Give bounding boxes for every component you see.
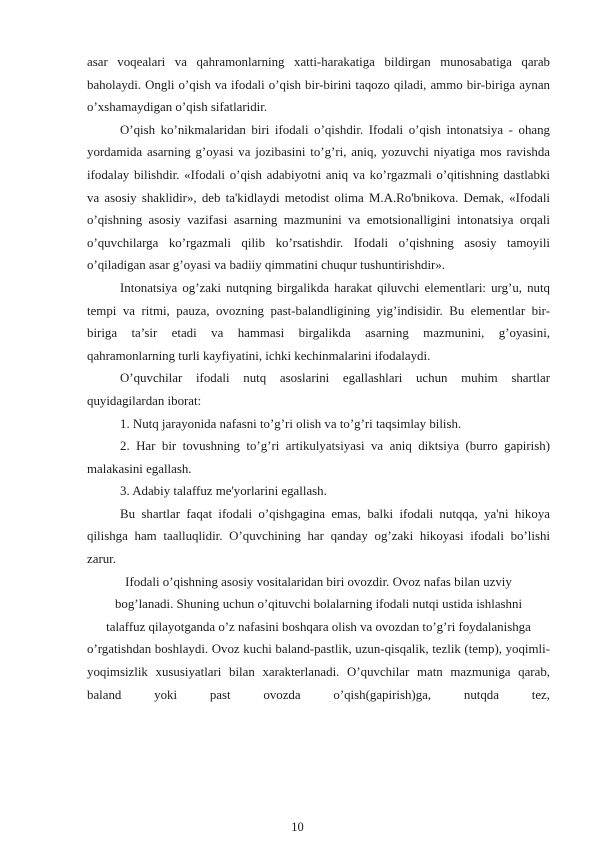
paragraph-voice: o’rgatishdan boshlaydi. Ovoz kuchi baland-pastlik, uzun-qisqalik, tezlik (temp), yoqimli-yoqimsizlik xususiyatlari bilan xarakterlanadi. O’quvchilar matn mazmuniga qarab, baland yoki past ovozda o’qish(gapirish)ga, nutqda tez, [87, 642, 550, 702]
list-item-text: Nutq jarayonida nafasni to’g’ri olish va to’g’ri taqsimlay bilish. [132, 416, 462, 431]
paragraph-continuation: asar voqealari va qahramonlarning xatti-harakatiga bildirgan munosabatiga qarab baholaydi. Ongli o’qish va ifodali o’qish bir-birini taqozo qiladi, ammo bir-biriga aynan o’xshamaydigan o’qish sifatlaridir. [87, 55, 550, 115]
paragraph-intonation: Intonatsiya og’zaki nutqning birgalikda harakat qiluvchi elementlari: urg’u, nutq tempi va ritmi, pauza, ovozning past-balandligining yig’indisidir. Bu elementlar bir-biriga ta’sir etadi va hammasi birgalikda asarning mazmunini, g’oyasini, qahramonlarning turli kayfiyatini, ichki kechinmalarini ifodalaydi. [87, 280, 550, 363]
centered-line: bog’lanadi. Shuning uchun o’qituvchi bolalarning ifodali nutqi ustida ishlashni [114, 597, 523, 612]
body-text [87, 51, 550, 706]
list-item [87, 435, 550, 480]
centered-line: Ifodali o’qishning asosiy vositalaridan biri ovozdir. Ovoz nafas bilan uzviy [125, 574, 512, 589]
paragraph-conditions-intro: O’quvchilar ifodali nutq asoslarini egallashlari uchun muhim shartlar quyidagilardan iborat: [87, 371, 550, 408]
list-item-number: 2. [120, 439, 130, 454]
page-number: 10 [291, 820, 304, 834]
list-item [87, 480, 550, 503]
list-item [87, 413, 550, 436]
list-item-text: Har bir tovushning to’g’ri artikulyatsiyasi va aniq diktsiya (burro gapirish) malakasini egallash. [87, 439, 550, 476]
paragraph-after-list: Bu shartlar faqat ifodali o’qishgagina emas, balki ifodali nutqqa, ya'ni hikoya qilishga ham taalluqlidir. O’quvchining har qanday og’zaki hikoyasi ifodali bo’lishi zarur. [87, 506, 550, 567]
centered-line: talaffuz qilayotganda o’z nafasini boshqara olish va ovozdan to’g’ri foydalanishga [106, 619, 531, 634]
list-item-text: Adabiy talaffuz me'yorlarini egallash. [132, 484, 327, 499]
paragraph-expressive-reading: O’qish ko’nikmalaridan biri ifodali o’qishdir. Ifodali o’qish intonatsiya - ohang yordamida asarning g’oyasi va jozibasini to’g’ri, aniq, yozuvchi niyatiga mos ravishda ifodalay bilishdir. «Ifodali o’qish adabiyotni aniq va ko’rgazmali o’qitishning dastlabki va asosiy shaklidir», deb ta'kidlaydi metodist olima M.A.Ro'bnikova. Demak, «Ifodali o’qishning asosiy vazifasi asarning mazmunini va emotsionalligini intonatsiya orqali o’quvchilarga ko’rgazmali qilib ko’rsatishdir. Ifodali o’qishning asosiy tamoyili o’qiladigan asar g’oyasi va badiiy qimmatini chuqur tushuntirishdir». [87, 122, 550, 273]
list-item-number: 3. [120, 484, 130, 499]
list-item-number: 1. [120, 416, 130, 431]
